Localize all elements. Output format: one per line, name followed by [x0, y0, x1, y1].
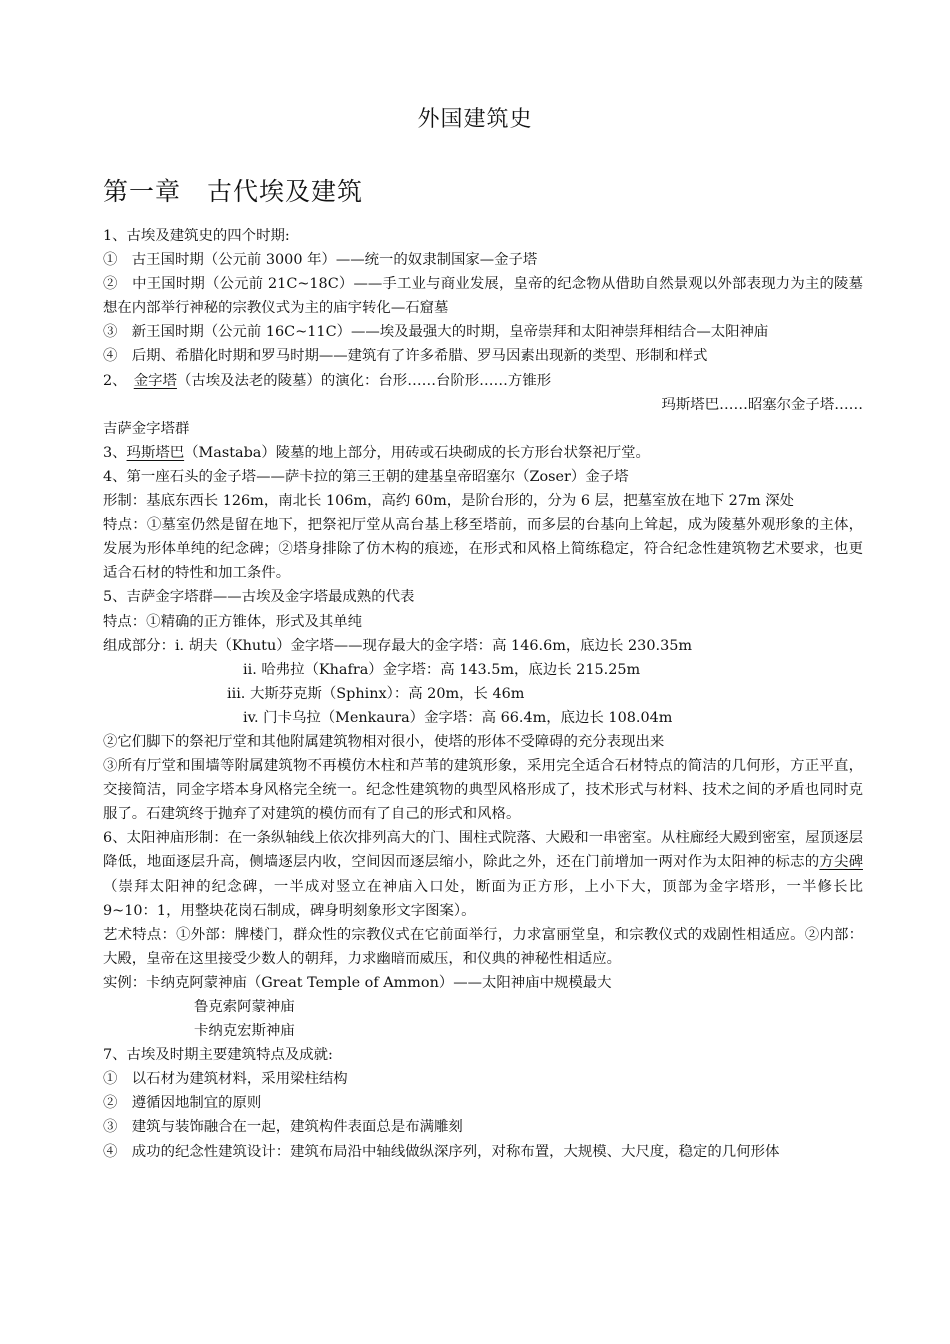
component-khufu: 组成部分：i. 胡夫（Khutu）金字塔——现存最大的金字塔：高 146.6m，底边长 230.35m [103, 637, 693, 654]
section-6-art-features: 艺术特点：①外部：牌楼门，群众性的宗教仪式在它前面举行，力求富丽堂皇，和宗教仪式的戏剧性相适应。②内部：大殿，皇帝在这里接受少数人的朝拜，力求幽暗而威压，和仪典的神秘性相适应。 [103, 926, 863, 967]
section-5-feature-3: ③所有厅堂和围墙等附属建筑物不再模仿木柱和芦苇的建筑形象，采用完全适合石材特点的简洁的几何形，方正平直，交接简洁，同金字塔本身风格完全统一。纪念性建筑物的典型风格形成了，技术形式与材料、技术之间的矛盾也同时克服了。石建筑终于抛弃了对建筑的模仿而有了自己的形式和风格。 [103, 758, 863, 823]
section-6-text: （崇拜太阳神的纪念碑，一半成对竖立在神庙入口处，断面为正方形，上小下大，顶部为金字塔形，一半修长比 9~10：1，用整块花岗石制成，碑身明刻象形文字图案）。 [103, 878, 863, 919]
section-2-prefix: 2、 [103, 372, 134, 389]
example-karnak-khonsu: 卡纳克宏斯神庙 [194, 1023, 295, 1040]
section-4-heading: 4、第一座石头的金子塔——萨卡拉的第三王朝的建基皇帝昭塞尔（Zoser）金子塔 [103, 468, 629, 485]
section-4-features: 特点：①墓室仍然是留在地下，把祭祀厅堂从高台基上移至塔前，而多层的台基向上耸起，成为陵墓外观形象的主体，发展为形体单纯的纪念碑；②塔身排除了仿木构的痕迹，在形式和风格上简练稳定，符合纪念性建筑物艺术要求，也更适合石材的特性和加工条件。 [103, 517, 863, 582]
section-3-prefix: 3、 [103, 444, 127, 461]
section-5-heading: 5、吉萨金字塔群——古埃及金字塔最成熟的代表 [103, 589, 415, 606]
section-5-feature-1: 特点：①精确的正方锥体，形式及其单纯 [103, 613, 363, 630]
achievement-item-4: ④ 成功的纪念性建筑设计：建筑布局沿中轴线做纵深序列，对称布置，大规模、大尺度，稳定的几何形体 [103, 1143, 780, 1160]
example-luxor-amun: 鲁克索阿蒙神庙 [194, 999, 295, 1015]
section-3-line [103, 441, 863, 465]
period-item-4: ④ 后期、希腊化时期和罗马时期——建筑有了许多希腊、罗马因素出现新的类型、形制和样式 [103, 348, 708, 365]
section-3-text: （Mastaba）陵墓的地上部分，用砖或石块砌成的长方形台状祭祀厅堂。 [184, 444, 650, 461]
achievement-item-1: ① 以石材为建筑材料，采用梁柱结构 [103, 1071, 348, 1088]
period-item-3: ③ 新王国时期（公元前 16C~11C）——埃及最强大的时期，皇帝崇拜和太阳神崇拜相结合—太阳神庙 [103, 324, 769, 341]
term-obelisk: 方尖碑 [819, 854, 863, 871]
section-4-form: 形制：基底东西长 126m，南北长 106m，高约 60m，是阶台形的，分为 6 层，把墓室放在地下 27m 深处 [103, 493, 794, 510]
section-5-feature-2: ②它们脚下的祭祀厅堂和其他附属建筑物相对很小，使塔的形体不受障碍的充分表现出来 [103, 733, 665, 750]
term-pyramid: 金字塔 [133, 372, 177, 389]
section-7-heading: 7、古埃及时期主要建筑特点及成就: [103, 1047, 333, 1064]
chapter-heading: 第一章 古代埃及建筑 [103, 177, 364, 206]
component-menkaura: iv. 门卡乌拉（Menkaura）金字塔：高 66.4m，底边长 108.04m [243, 709, 673, 726]
period-item-1: ① 古王国时期（公元前 3000 年）——统一的奴隶制国家—金子塔 [103, 252, 538, 269]
section-6-paragraph [103, 826, 863, 922]
section-2-text: （古埃及法老的陵墓）的演化：台形……台阶形……方锥形 [176, 372, 552, 389]
achievement-item-2: ② 遵循因地制宜的原则 [103, 1095, 262, 1112]
component-khafra: ii. 哈弗拉（Khafra）金字塔：高 143.5m，底边长 215.25m [243, 661, 641, 678]
component-sphinx: iii. 大斯芬克斯（Sphinx）：高 20m，长 46m [227, 685, 525, 702]
example-karnak-amun: 实例：卡纳克阿蒙神庙（Great Temple of Ammon）——太阳神庙中规模最大 [103, 974, 612, 991]
term-mastaba: 玛斯塔巴 [126, 444, 185, 461]
section-2-evolution-end: 吉萨金字塔群 [103, 420, 190, 437]
period-item-2: ② 中王国时期（公元前 21C~18C）——手工业与商业发展，皇帝的纪念物从借助自然景观以外部表现力为主的陵墓想在内部举行神秘的宗教仪式为主的庙宇转化—石窟墓 [103, 276, 863, 317]
achievement-item-3: ③ 建筑与装饰融合在一起，建筑构件表面总是布满雕刻 [103, 1119, 463, 1136]
document-title: 外国建筑史 [417, 107, 533, 132]
section-1-heading: 1、古埃及建筑史的四个时期: [103, 228, 290, 244]
section-6-intro: 6、太阳神庙形制：在一条纵轴线上依次排列高大的门、围柱式院落、大殿和一串密室。从柱廊经大殿到密室，屋顶逐层降低，地面逐层升高，侧墙逐层内收，空间因而逐层缩小，除此之外，还在门前增加一两对作为太阳神的标志的 [103, 830, 863, 871]
section-2-line [103, 369, 863, 393]
document-body [103, 224, 863, 1164]
section-2-evolution: 玛斯塔巴……昭塞尔金子塔…… [661, 396, 863, 413]
